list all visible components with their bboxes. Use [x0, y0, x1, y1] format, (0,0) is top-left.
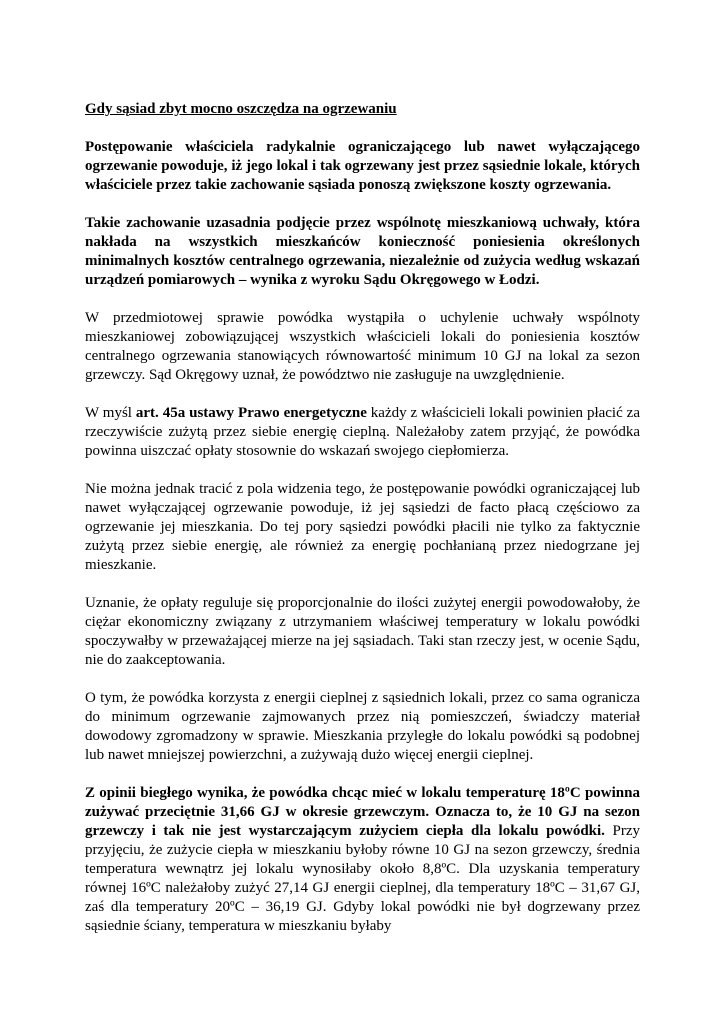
bold-text-run: Z opinii biegłego wynika, że powódka chcąc mieć w lokalu temperaturę 18ºC powinna zużywać przeciętnie 31,66 GJ w okresie grzewczym. Oznacza to, że 10 GJ na sezon grzewczy i tak nie jest wystarczającym zużyciem ciepła dla lokalu powódki.: [85, 785, 640, 839]
text-run: każdy z właścicieli lokali powinien płacić za rzeczywiście zużytą przez siebie energię cieplną. Należałoby zatem przyjąć, że powódka powinna uiszczać opłaty stosownie do wskazań swojego ciepłomierza.: [85, 405, 640, 459]
bold-text-run: art. 45a ustawy Prawo energetyczne: [135, 405, 367, 421]
text-run: Uznanie, że opłaty reguluje się proporcjonalnie do ilości zużytej energii powodowałoby, że ciężar ekonomiczny związany z utrzymaniem właściwej temperatury w lokalu powódki spoczywałby w przeważającej mierze na jej sąsiadach. Taki stan rzeczy jest, w ocenie Sądu, nie do zaakceptowania.: [85, 595, 640, 668]
document-title: Gdy sąsiad zbyt mocno oszczędza na ogrzewaniu: [85, 101, 397, 117]
paragraph: [85, 689, 640, 765]
paragraph: [85, 404, 640, 461]
text-run: W przedmiotowej sprawie powódka wystąpiła o uchylenie uchwały wspólnoty mieszkaniowej zobowiązującej wszystkich właścicieli lokali do poniesienia kosztów centralnego ogrzewania stanowiących równowartość minimum 10 GJ na lokal za sezon grzewczy. Sąd Okręgowy uznał, że powództwo nie zasługuje na uwzględnienie.: [85, 310, 640, 383]
paragraph: [85, 480, 640, 575]
paragraph: [85, 594, 640, 670]
bold-text-run: Takie zachowanie uzasadnia podjęcie przez wspólnotę mieszkaniową uchwały, która nakłada na wszystkich mieszkańców konieczność poniesienia określonych minimalnych kosztów centralnego ogrzewania, niezależnie od zużycia według wskazań urządzeń pomiarowych – wynika z wyroku Sądu Okręgowego w Łodzi.: [85, 215, 640, 288]
paragraph: [85, 138, 640, 195]
text-run: O tym, że powódka korzysta z energii cieplnej z sąsiednich lokali, przez co sama ogranicza do minimum ogrzewanie zajmowanych przez nią pomieszczeń, świadczy materiał dowodowy zgromadzony w sprawie. Mieszkania przyległe do lokalu powódki są podobnej lub nawet mniejszej powierzchni, a zużywają dużo więcej energii cieplnej.: [85, 690, 640, 763]
bold-text-run: Postępowanie właściciela radykalnie ograniczającego lub nawet wyłączającego ogrzewanie powoduje, iż jego lokal i tak ogrzewany jest przez sąsiednie lokale, których właściciele przez takie zachowanie sąsiada ponoszą zwiększone koszty ogrzewania.: [85, 139, 640, 193]
paragraph: [85, 309, 640, 385]
text-run: W myśl: [85, 405, 136, 421]
text-run: Nie można jednak tracić z pola widzenia tego, że postępowanie powódki ograniczającej lub nawet wyłączającej ogrzewanie powoduje, iż jej sąsiedzi de facto płacą częściowo za ogrzewanie jej mieszkania. Do tej pory sąsiedzi powódki płacili nie tylko za faktycznie zużytą przez siebie energię, ale również za energię pochłanianą przez niedogrzane jej mieszkanie.: [85, 481, 640, 573]
paragraph: [85, 214, 640, 290]
paragraph: [85, 784, 640, 936]
document-body: [85, 138, 640, 936]
text-run: Przy przyjęciu, że zużycie ciepła w mieszkaniu byłoby równe 10 GJ na sezon grzewczy, średnia temperatura wewnątrz jej lokalu wynosiłaby około 8,8ºC. Dla uzyskania temperatury równej 16ºC należałoby zużyć 27,14 GJ energii cieplnej, dla temperatury 18ºC – 31,67 GJ, zaś dla temperatury 20ºC – 36,19 GJ. Gdyby lokal powódki nie był dogrzewany przez sąsiednie ściany, temperatura w mieszkaniu byłaby: [85, 823, 641, 934]
